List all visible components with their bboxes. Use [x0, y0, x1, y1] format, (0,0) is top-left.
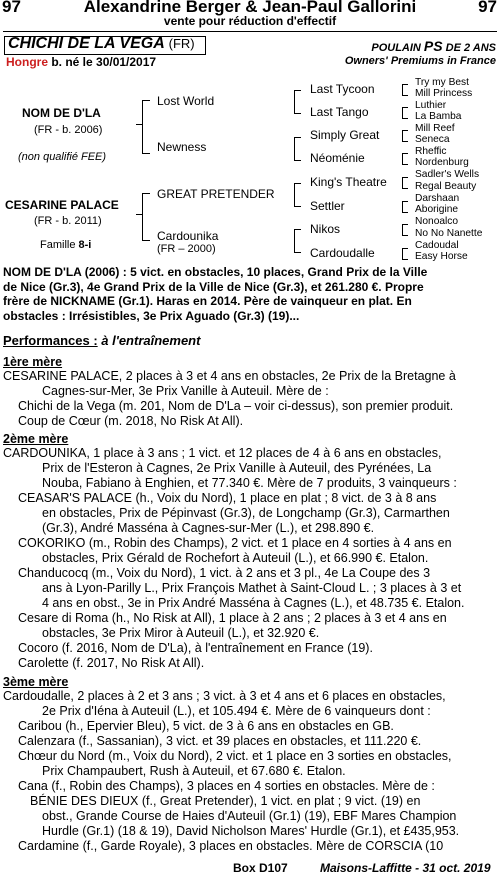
gen4-11: Darshaan: [415, 193, 460, 204]
gen4-12: Aborigine: [415, 204, 459, 215]
consignor-subtitle: vente pour réduction d'effectif: [163, 14, 337, 28]
gen4-2: Mill Princess: [415, 88, 473, 99]
mere3-title: 3ème mère: [3, 675, 69, 689]
horse-category: [371, 38, 496, 54]
poulain-suffix: DE 2 ANS: [445, 42, 496, 54]
mere3-line: Hurdle (Gr.1) (18 & 19), David Nicholson Mares' Hurdle (Gr.1), et £435,953.: [42, 824, 460, 838]
gen3-3: Simply Great: [310, 128, 380, 142]
owners-premiums: Owners' Premiums in France: [344, 55, 496, 67]
bracket-g4-7: [402, 224, 408, 236]
sire-summary-line: de Nice (Gr.3), 4e Grand Prix de la Ville de Nice (Gr.3), et 261.280 €. Propre: [3, 279, 424, 294]
bracket-g3-1: [294, 90, 301, 114]
mere3-line: obst., Grande Course de Haies d'Auteuil (Gr.1) (19), EBF Mares Champion: [42, 809, 457, 823]
mere2-line: Chanducocq (m., Voix du Nord), 1 vict. à 2 ans et 3 pl., 4e La Coupe des 3: [18, 566, 431, 580]
bracket-tick: [136, 124, 142, 125]
mere3-line: Calenzara (f., Sassanian), 3 vict. et 39 places en obstacles, et 111.220 €.: [18, 734, 422, 748]
mere2-line: Carolette (f. 2017, No Risk At All).: [18, 656, 205, 670]
bracket-g4-6: [402, 201, 408, 213]
mere2-line: Nouba, Fabiano à Enghien, et 77.340 €. Mère de 7 produits, 3 vainqueurs :: [42, 476, 457, 490]
gen4-10: Regal Beauty: [415, 181, 477, 192]
mere3-line: Chœur du Nord (m., Voix du Nord), 2 vict. et 1 place en 3 sorties en obstacles,: [18, 749, 452, 763]
consignor-title: Alexandrine Berger & Jean-Paul Gallorini: [83, 0, 417, 16]
sire-name: NOM DE D'LA: [22, 106, 101, 120]
poulain-prefix: POULAIN: [371, 42, 421, 54]
famille-value: 8-i: [78, 239, 92, 251]
gen3-5: King's Theatre: [310, 175, 387, 189]
mere2-title: 2ème mère: [3, 432, 69, 446]
mere3-line: 2e Prix d'Iéna à Auteuil (L.), et 105.494 €. Mère de 6 vainqueurs dont :: [42, 704, 431, 718]
gen3-1: Last Tycoon: [310, 82, 375, 96]
mere2-line: (Gr.3), André Masséna à Cagnes-sur-Mer (L.), et 298.890 €.: [42, 521, 375, 535]
mere1-line: Coup de Cœur (m. 2018, No Risk At All).: [18, 414, 244, 428]
gen2-3: GREAT PRETENDER: [157, 187, 275, 201]
bracket-g4-1: [402, 84, 408, 96]
bracket-g4-3: [402, 130, 408, 142]
gen4-4: La Bamba: [415, 111, 462, 122]
mere2-line: obstacles, 3e Prix Miror à Auteuil (L.), et 32.920 €.: [42, 626, 320, 640]
mere2-line: 4 ans en obst., 3e in Prix André Masséna à Cagnes (L.), et 48.735 €. Etalon.: [42, 596, 465, 610]
famille: [40, 239, 91, 251]
sire-summary: [3, 265, 427, 324]
gen4-6: Seneca: [415, 134, 450, 145]
mere2-line: CEASAR'S PALACE (h., Voix du Nord), 1 place en plat ; 8 vict. de 3 à 8 ans: [18, 491, 437, 505]
performances: [3, 333, 200, 348]
horse-sex-line: [6, 55, 156, 69]
bracket-g4-4: [402, 153, 408, 165]
mere1-line: Cagnes-sur-Mer, 3e Prix Vanille à Auteuil. Mère de :: [42, 384, 329, 398]
sire-summary-line: obstacles : Irrésistibles, 3e Prix Aguado (Gr.3) (19)...: [3, 309, 300, 324]
gen4-3: Luthier: [415, 100, 447, 111]
gen4-5: Mill Reef: [415, 123, 455, 134]
mere3-line: BÉNIE DES DIEUX (f., Great Pretender), 1 vict. en plat ; 9 vict. (19) en: [30, 794, 421, 808]
famille-label: Famille: [40, 239, 76, 251]
gen4-7: Rheffic: [415, 146, 447, 157]
bracket-g4-2: [402, 107, 408, 119]
footer-box: Box D107: [233, 861, 288, 875]
gen4-8: Nordenburg: [415, 157, 469, 168]
gen3-7: Nikos: [310, 222, 341, 236]
performances-label: Performances :: [3, 333, 98, 348]
mere2-line: Cocoro (f. 2016, Nom de D'La), à l'entraînement en France (19).: [18, 641, 373, 655]
sire-summary-line: NOM DE D'LA (2006) : 5 vict. en obstacles, 10 places, Grand Prix de la Ville: [3, 265, 428, 279]
mere2-line: Cesare di Roma (h., No Risk at All), 1 place à 2 ans ; 2 places à 3 et 4 ans en: [18, 611, 447, 625]
mere3-line: Cana (f., Robin des Champs), 3 places en 4 sorties en obstacles. Mère de :: [18, 779, 435, 793]
mere2-line: ans à Lyon-Parilly L., Prix François Mathet à Saint-Cloud L. ; 3 places à 3 et: [42, 581, 462, 595]
mere2-line: obstacles, Prix Gérald de Rochefort à Auteuil (L.), et 66.990 €. Etalon.: [42, 551, 429, 565]
sire-note: (non qualifié FEE): [18, 151, 107, 163]
gen2-4-info: (FR – 2000): [157, 243, 216, 255]
bracket-g3-3: [294, 183, 301, 207]
bracket-tick: [136, 214, 142, 215]
bracket-g4-5: [402, 177, 408, 189]
footer-date: Maisons-Laffitte - 31 oct. 2019: [320, 861, 491, 875]
horse-birth: b. né le 30/01/2017: [51, 55, 157, 69]
lot-number-right: 97: [478, 0, 497, 16]
horse-country: (FR): [168, 36, 195, 51]
horse-sex: Hongre: [6, 55, 48, 69]
sire-info: (FR - b. 2006): [34, 124, 103, 136]
gen3-2: Last Tango: [310, 105, 369, 119]
mere1-line: CESARINE PALACE, 2 places à 3 et 4 ans en obstacles, 2e Prix de la Bretagne à: [3, 369, 456, 383]
header-divider: [3, 31, 497, 32]
gen4-14: No No Nanette: [415, 228, 483, 239]
mere2-line: COKORIKO (m., Robin des Champs), 2 vict. et 1 place en 4 sorties à 4 ans en: [18, 536, 452, 550]
gen3-4: Néoménie: [310, 151, 365, 165]
bracket-g4-8: [402, 248, 408, 260]
gen3-8: Cardoudalle: [310, 246, 375, 260]
gen4-1: Try my Best: [415, 77, 469, 88]
gen2-1: Lost World: [157, 94, 215, 108]
mere3-line: Cardamine (f., Garde Royale), 3 places en obstacles. Mère de CORSCIA (10: [18, 839, 444, 853]
gen4-13: Nonoalco: [415, 216, 459, 227]
poulain-ps: PS: [423, 38, 443, 54]
performances-value: à l'entraînement: [101, 333, 201, 348]
mere1-title: 1ère mère: [3, 355, 63, 369]
mere2-line: Prix de l'Esteron à Cagnes, 2e Prix Vanille à Auteuil, des Pyrénées, La: [42, 461, 432, 475]
bracket-dam: [142, 193, 150, 241]
gen3-6: Settler: [310, 199, 345, 213]
bracket-g3-4: [294, 229, 301, 253]
mere2-line: en obstacles, Prix de Pépinvast (Gr.3), de Longchamp (Gr.3), Carmarthen: [42, 506, 450, 520]
gen4-9: Sadler's Wells: [415, 169, 480, 180]
horse-name-text: CHICHI DE LA VEGA: [8, 35, 165, 52]
gen2-4: Cardounika: [157, 229, 219, 243]
mere3-line: Cardoudalle, 2 places à 2 et 3 ans ; 3 vict. à 3 et 4 ans et 6 places en obstacles,: [3, 689, 446, 703]
dam-info: (FR - b. 2011): [34, 215, 102, 227]
lot-number: 97: [2, 0, 21, 16]
gen4-15: Cadoudal: [415, 240, 459, 251]
gen4-16: Easy Horse: [415, 251, 468, 262]
mere3-line: Prix Champaubert, Rush à Auteuil, et 67.680 €. Etalon.: [42, 764, 346, 778]
horse-name: [8, 35, 195, 53]
bracket-g3-2: [294, 137, 301, 161]
mere1-line: Chichi de la Vega (m. 201, Nom de D'La – voir ci-dessus), son premier produit.: [18, 399, 454, 413]
gen2-2: Newness: [157, 140, 207, 154]
mere3-line: Caribou (h., Epervier Bleu), 5 vict. de 3 à 6 ans en obstacles en GB.: [18, 719, 394, 733]
mere2-line: CARDOUNIKA, 1 place à 3 ans ; 1 vict. et 12 places de 4 à 6 ans en obstacles,: [3, 446, 442, 460]
dam-name: CESARINE PALACE: [5, 198, 119, 212]
bracket-sire: [142, 100, 150, 154]
sire-summary-line: frère de NICKNAME (Gr.1). Haras en 2014. Père de vainqueur en plat. En: [3, 294, 412, 309]
